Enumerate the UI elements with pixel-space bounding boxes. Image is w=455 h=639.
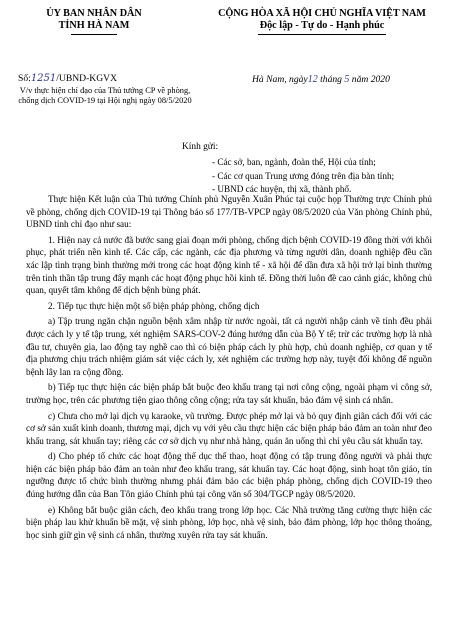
body-paragraph: a) Tập trung ngăn chặn nguồn bệnh xâm nhập từ nước ngoài, tất cả người nhập cảnh về tỉnh đều phải được cách ly y tế tập trung, xét nghiệm SARS-COV-2 đúng hướng dẫn của Bộ Y tế; trừ các trường hợp là nhà đầu tư, chuyên gia, lao động tay nghề cao thì có biện pháp cách ly phù hợp, chủ doanh nghiệp, cơ quan y tế địa phương chịu trách nhiệm giám sát việc cách ly, xét nghiệm các trường hợp này, tuyệt đối không để nguồn bệnh lây lan ra cộng đồng. [26,316,432,377]
date-line [252,74,390,85]
body-paragraph: d) Cho phép tổ chức các hoạt động thể dục thể thao, hoạt động có tập trung đông người và phải thực hiện các biện pháp bảo đảm an toàn như đeo khẩu trang, sát khuẩn tay. Các hoạt động, sinh hoạt tôn giáo, tín ngưỡng được tổ chức bình thường nhưng phải đảm bảo các biện pháp phòng, chống dịch COVID-19 theo đúng hướng dẫn của Ban Tôn giáo Chính phủ tại công văn số 304/TGCP ngày 08/5/2020. [26,451,432,500]
authority-underline [71,34,117,35]
body-paragraph: c) Chưa cho mở lại dịch vụ karaoke, vũ trường. Được phép mở lại và bỏ quy định giãn cách đối với các cơ sở sản xuất kinh doanh, thương mại, dịch vụ với yêu cầu thực hiện các biện pháp bảo đảm an toàn như đeo khẩu trang, sát khuẩn tay; riêng các cơ sở dịch vụ như nhà hàng, quán ăn uống thì chỉ yêu cầu sát khuẩn tay. [26,410,432,446]
date-month-label: tháng [320,74,342,85]
recipient-item: - Các sở, ban, ngành, đoàn thể, Hội của tỉnh; [212,157,376,167]
body-paragraph: 1. Hiện nay cả nước đã bước sang giai đoạn mới phòng, chống dịch bệnh COVID-19 đồng thời với khôi phục, phát triển nền kinh tế. Các cấp, các ngành, các địa phương và từng người dân, doanh nghiệp đều cần xác lập tình trạng bình thường mới trong các hoạt động kinh tế - xã hội để dần đưa xã hội trở lại bình thường trên tinh thần tập trung đẩy mạnh các hoạt động phục hồi kinh tế. Đồng thời luôn đề cao cảnh giác, không chủ quan, quyết tâm không để dịch bệnh bùng phát. [26,234,432,296]
document-body [26,193,432,544]
doc-number-suffix: /UBND-KGVX [56,73,118,84]
document-subject: V/v thực hiện chỉ đạo của Thủ tướng CP về phòng, chống dịch COVID-19 tại Hội nghị ngày 08/5/2020 [18,86,192,105]
date-month: 5 [344,74,350,85]
nation-title: CỘNG HÒA XÃ HỘI CHỦ NGHĨA VIỆT NAM [218,8,426,19]
authority-line-1: ỦY BAN NHÂN DÂN [46,8,142,19]
motto-underline [258,34,386,35]
motto: Độc lập - Tự do - Hạnh phúc [259,20,385,31]
authority-line-2: TỈNH HÀ NAM [58,20,130,31]
recipient-item: - UBND các huyện, thị xã, thành phố. [212,184,352,195]
document-number [18,73,117,84]
recipient-list [212,156,394,197]
recipient-item: - Các cơ quan Trung ương đóng trên địa bàn tỉnh; [212,170,395,181]
date-year: năm 2020 [351,74,390,85]
national-header [198,8,446,35]
date-day: 12 [307,74,318,85]
body-paragraph: e) Không bắt buộc giãn cách, đeo khẩu trang trong lớp học. Các Nhà trường tăng cường thực hiện các biện pháp lau khử khuẩn bề mặt, vệ sinh phòng, lớp học, nhà vệ sinh, bảo đảm phòng, lớp học thông thoáng, học sinh giữ gìn vệ sinh cá nhân, thường xuyên rửa tay sát khuẩn. [26,504,432,540]
doc-number-prefix: Số: [18,73,31,84]
doc-number-handwritten: 1251 [30,73,57,84]
addressee-label: Kính gửi: [182,142,219,152]
body-paragraph: b) Tiếp tục thực hiện các biện pháp bắt buộc đeo khẩu trang tại nơi công cộng, ngoài phạm vi công sở, trường học, trên các phương tiện giao thông công cộng; rửa tay sát khuẩn, bảo đảm vệ sinh cá nhân. [26,382,432,405]
body-paragraph: 2. Tiếp tục thực hiện một số biện pháp phòng, chống dịch [48,300,260,311]
issuing-authority [14,8,174,35]
body-paragraph: Thực hiện Kết luận của Thủ tướng Chính phủ Nguyễn Xuân Phúc tại cuộc họp Thường trực Chính phủ về phòng, chống dịch COVID-19 tại Thông báo số 177/TB-VPCP ngày 08/5/2020 của Văn phòng Chính phủ, UBND tỉnh chỉ đạo như sau: [26,194,432,230]
date-place: Hà Nam, ngày [252,74,308,85]
